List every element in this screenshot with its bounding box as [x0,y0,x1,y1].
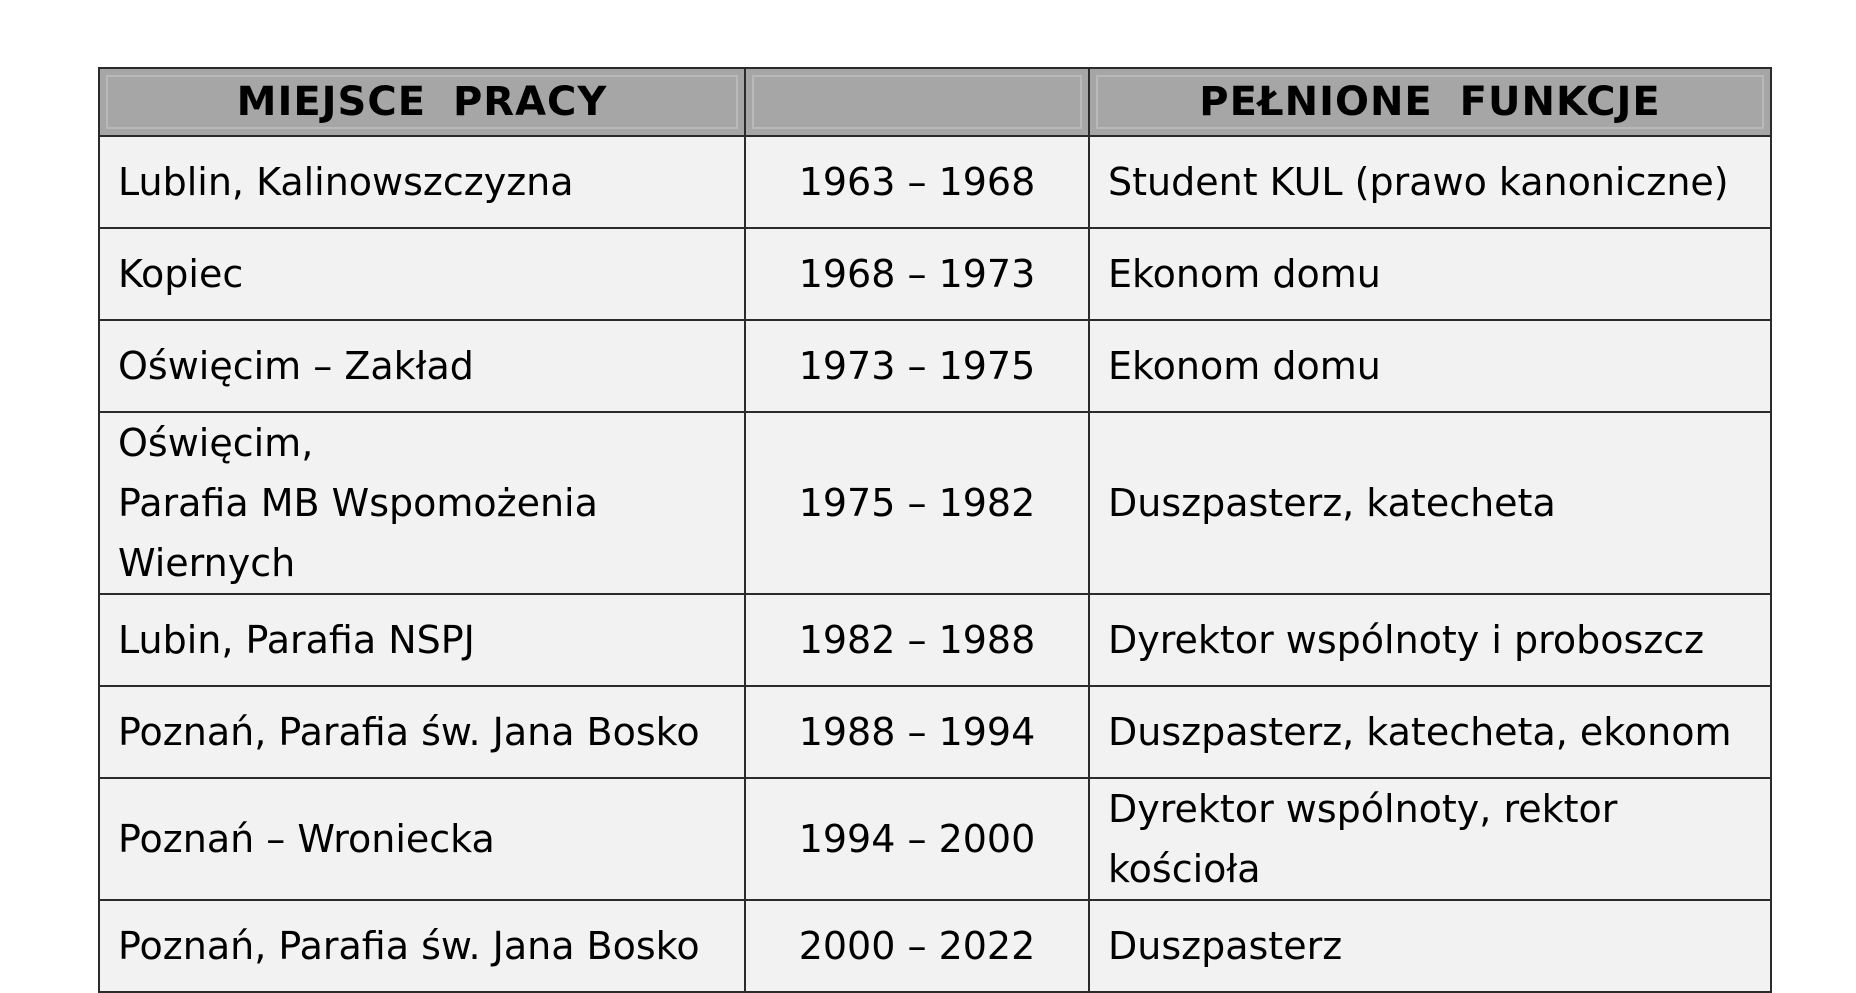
header-role-label: PEŁNIONE FUNKCJE [1199,79,1661,125]
place-text-line2: Parafia MB Wspomożenia Wiernych [118,481,598,585]
table-body [99,136,1771,992]
header-place [99,68,745,136]
role-cell: Ekonom domu [1089,320,1771,412]
role-cell: Student KUL (prawo kanoniczne) [1089,136,1771,228]
table-row [99,320,1771,412]
header-row [99,68,1771,136]
place-text: Kopiec [118,252,244,296]
role-cell: Duszpasterz [1089,900,1771,992]
table-row [99,778,1771,900]
place-cell [99,900,745,992]
role-cell: Duszpasterz, katecheta [1089,412,1771,594]
table-row [99,594,1771,686]
years-cell: 1988 – 1994 [745,686,1089,778]
place-cell [99,136,745,228]
place-cell [99,594,745,686]
place-text: Lubin, Parafia NSPJ [118,618,475,662]
role-cell: Dyrektor wspólnoty i proboszcz [1089,594,1771,686]
header-place-label: MIEJSCE PRACY [236,79,608,125]
table-header [99,68,1771,136]
years-cell: 1975 – 1982 [745,412,1089,594]
place-cell [99,228,745,320]
years-cell: 1982 – 1988 [745,594,1089,686]
table-row [99,686,1771,778]
years-cell: 1963 – 1968 [745,136,1089,228]
place-cell [99,686,745,778]
table-row [99,900,1771,992]
table-row [99,228,1771,320]
header-role [1089,68,1771,136]
place-text: Poznań, Parafia św. Jana Bosko [118,710,700,754]
header-years [745,68,1089,136]
role-cell: Duszpasterz, katecheta, ekonom [1089,686,1771,778]
role-cell: Dyrektor wspólnoty, rektor kościoła [1089,778,1771,900]
place-cell [99,320,745,412]
place-text: Lublin, Kalinowszczyzna [118,160,574,204]
place-text: Oświęcim, [118,421,314,465]
years-cell: 1994 – 2000 [745,778,1089,900]
table-row [99,136,1771,228]
career-table [98,67,1772,993]
years-cell: 2000 – 2022 [745,900,1089,992]
place-text: Oświęcim – Zakład [118,344,474,388]
years-cell: 1973 – 1975 [745,320,1089,412]
place-text: Poznań – Wroniecka [118,817,495,861]
place-cell [99,412,745,594]
table-row [99,412,1771,594]
place-cell [99,778,745,900]
years-cell: 1968 – 1973 [745,228,1089,320]
role-cell: Ekonom domu [1089,228,1771,320]
place-text: Poznań, Parafia św. Jana Bosko [118,924,700,968]
